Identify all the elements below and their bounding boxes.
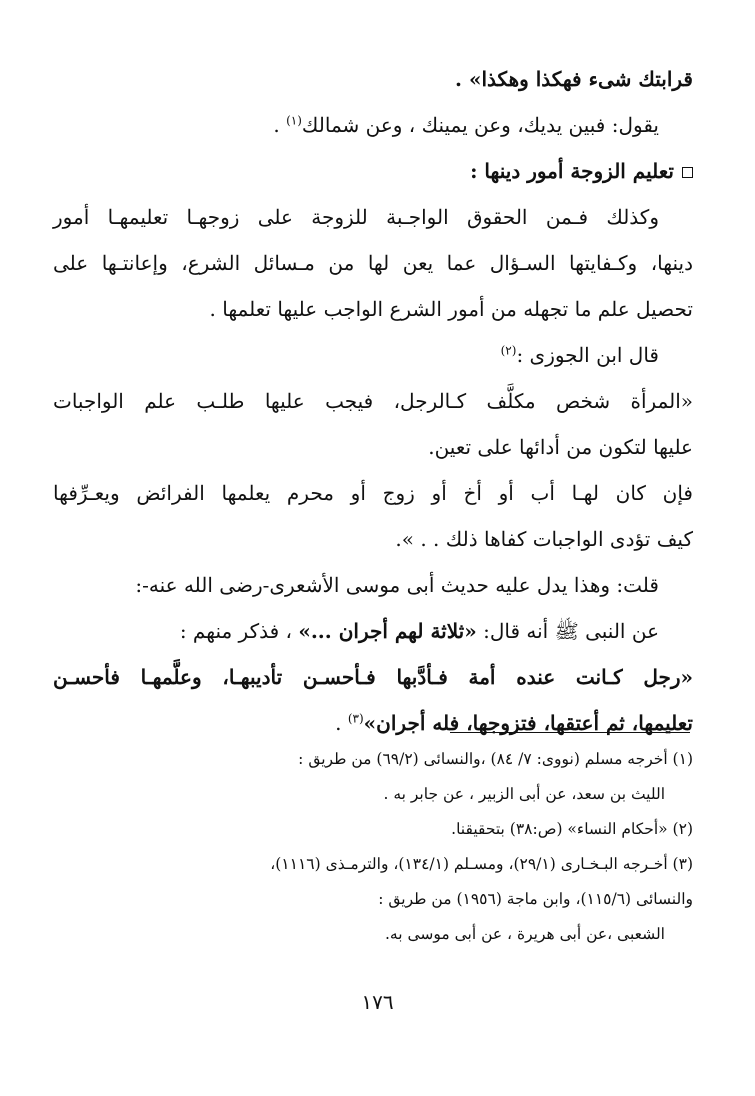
footnote: (٣) أخـرجه البـخـارى (٢٩/١)، ومسـلم (١٣٤/١)، والترمـذى (١١١٦)،	[270, 855, 693, 873]
footnotes	[53, 742, 693, 952]
quote-line: فإن كان لهـا أب أو أخ أو زوج أو محرم يعلمها الفرائض ويعـرِّفها	[53, 481, 693, 505]
footnote: الشعبى ،عن أبى هريرة ، عن أبى موسى به.	[384, 925, 665, 943]
footnote: (١) أخرجه مسلم (نووى: ٧/ ٨٤) ،والنسائى (٦٩/٢) من طريق :	[298, 750, 693, 768]
footnote-separator	[450, 732, 690, 733]
text-line: وكذلك فـمن الحقوق الواجـبة للزوجة على زوجهـا تعليمهـا أمور	[53, 205, 659, 229]
text-line	[53, 608, 693, 654]
text-line: دينها، وكـفايتها السـؤال عما يعن لها من مـسائل الشرع، وإعانتـها على	[53, 251, 693, 275]
text-line: قلت: وهذا يدل عليه حديث أبى موسى الأشعرى-رضى الله عنه-:	[135, 573, 659, 597]
main-text	[53, 56, 693, 746]
line-end: ، فذكر منهم :	[179, 619, 299, 643]
heading-text: تعليم الزوجة أمور دينها :	[470, 159, 674, 183]
line-end: .	[335, 711, 348, 735]
hadith-text: تعليمها، ثم أعتقها، فتزوجها، فله أجران»	[363, 711, 693, 735]
line-text: يقول: فبين يديك، وعن يمينك ، وعن شمالك	[301, 113, 659, 137]
hadith-line: «رجل كـانت عنده أمة فـأدَّبها فـأحسـن تأديبهـا، وعلَّمهـا فأحسـن	[53, 665, 693, 689]
text-line	[53, 332, 693, 378]
square-bullet-icon	[682, 167, 693, 178]
line-text: عن النبى ﷺ أنه قال:	[476, 619, 659, 643]
footnote-ref: (١)	[286, 113, 302, 128]
footnote-ref: (٣)	[347, 711, 364, 726]
quote-line: عليها لتكون من أدائها على تعين.	[428, 435, 693, 459]
text-line	[53, 102, 693, 148]
line-end: .	[273, 113, 287, 137]
footnote: والنسائى (١١٥/٦)، وابن ماجة (١٩٥٦) من طريق :	[378, 890, 693, 908]
quote-line: «المرأة شخص مكلَّف كـالرجل، فيجب عليها طلـب علم الواجبات	[53, 389, 693, 413]
text-line: تحصيل علم ما تجهله من أمور الشرع الواجب عليها تعلمها .	[209, 297, 693, 321]
text-line: قرابتك شىء فهكذا وهكذا» .	[455, 67, 693, 91]
footnote: الليث بن سعد، عن أبى الزبير ، عن جابر به .	[383, 785, 665, 803]
hadith-quote: «ثلاثة لهم أجران ...»	[298, 619, 477, 643]
section-heading	[53, 148, 693, 194]
quote-line: كيف تؤدى الواجبات كفاها ذلك . . ».	[395, 527, 693, 551]
hadith-line	[53, 700, 693, 746]
footnote: (٢) «أحكام النساء» (ص:٣٨) بتحقيقنا.	[451, 820, 693, 838]
footnote-ref: (٢)	[500, 343, 517, 358]
page-number: ١٧٦	[361, 990, 394, 1014]
line-text: قال ابن الجوزى :	[516, 343, 659, 367]
